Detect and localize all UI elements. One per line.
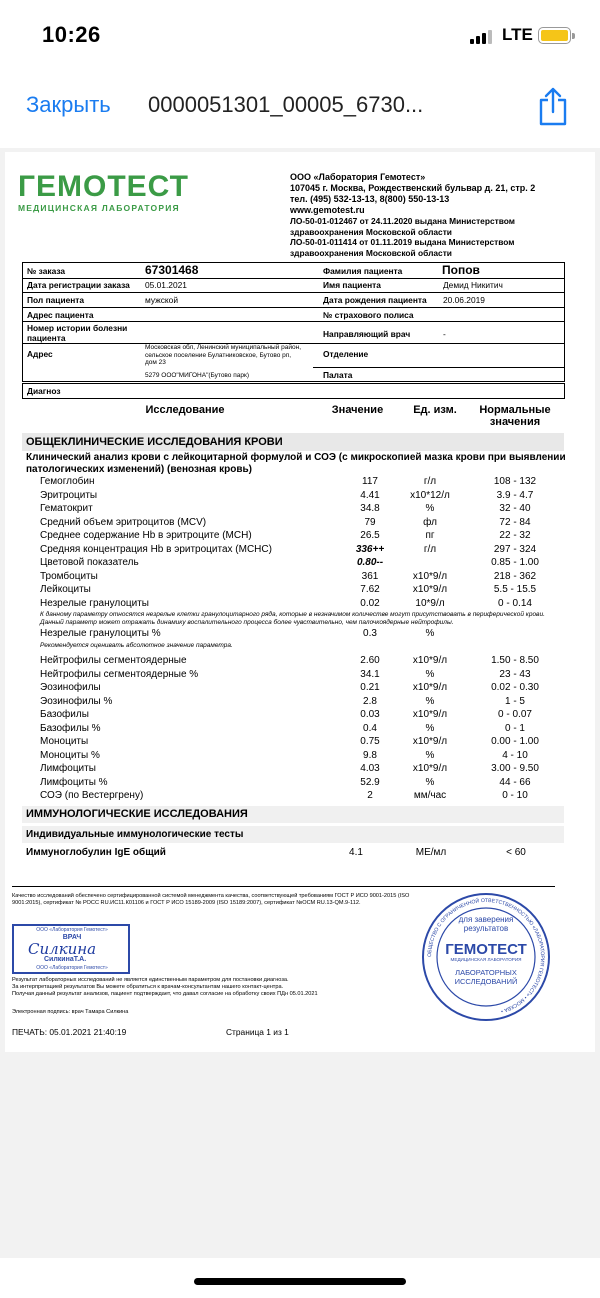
header-norm <box>475 404 555 428</box>
reg-date-value: 05.01.2021 <box>145 280 187 290</box>
result-unit: % <box>425 628 435 639</box>
dob-value: 20.06.2019 <box>443 295 485 305</box>
header-unit: Ед. изм. <box>413 404 457 416</box>
patient-table <box>22 262 565 382</box>
address-line: дом 23 <box>145 359 166 366</box>
result-norm: 0 - 1 <box>504 722 525 734</box>
result-value: 4.03 <box>360 763 380 774</box>
result-value: 26.5 <box>360 530 380 541</box>
result-name: Моноциты <box>40 736 89 747</box>
address-line: Московская обл, Ленинский муниципальный район, <box>145 344 301 351</box>
ward-label: Палата <box>323 370 353 380</box>
stamp-brand-sub: МЕДИЦИНСКАЯ ЛАБОРАТОРИЯ <box>450 957 522 962</box>
stamp-brand: ГЕМОТЕСТ <box>445 941 527 958</box>
group-immuno-title: Индивидуальные иммунологические тесты <box>22 826 564 843</box>
result-row <box>40 557 565 570</box>
result-name: Гематокрит <box>40 503 93 514</box>
result-unit: пг <box>425 530 435 541</box>
esign-text: Электронная подпись: врач Тамара Силкина <box>12 1009 129 1015</box>
network-label: LTE <box>502 25 533 44</box>
stamp-top-text-2: результатов <box>463 924 509 933</box>
result-value: 52.9 <box>360 776 380 788</box>
result-unit: % <box>425 776 435 788</box>
result-value: 2 <box>367 790 373 801</box>
result-name: Незрелые гранулоциты % <box>40 628 161 639</box>
status-bar <box>0 0 600 70</box>
result-norm: 3.00 - 9.50 <box>491 763 539 774</box>
share-icon[interactable] <box>536 86 570 126</box>
page-number: Страница 1 из 1 <box>226 1027 289 1037</box>
result-row <box>40 736 565 749</box>
address-value <box>145 344 301 367</box>
lab-info-line: тел. (495) 532-13-13, 8(800) 550-13-13 <box>290 194 450 204</box>
surname-label: Фамилия пациента <box>323 266 403 276</box>
history-label-line: Номер истории болезни <box>27 323 128 333</box>
result-value: 0.80-- <box>356 557 384 568</box>
result-norm: 4 - 10 <box>502 749 528 761</box>
stamp-line: ООО «Лаборатория Гемотест» <box>36 965 108 971</box>
license-line: здравоохранения Московской области <box>290 226 452 237</box>
result-row <box>40 530 565 543</box>
result-norm: 218 - 362 <box>493 570 537 582</box>
disclaimer-line: Получая данный результат анализов, пациент подтверждает, что давал согласие на обработку своих ПДн 05.01.2021 <box>12 990 318 997</box>
result-row <box>40 476 565 489</box>
round-stamp <box>421 892 551 1022</box>
result-row <box>40 763 565 776</box>
result-norm: 72 - 84 <box>499 516 531 528</box>
result-value: 2.8 <box>363 695 377 707</box>
result-value: 0.02 <box>360 597 380 609</box>
result-name: Эозинофилы % <box>40 695 113 707</box>
print-date: ПЕЧАТЬ: 05.01.2021 21:40:19 <box>12 1027 127 1037</box>
result-unit: % <box>425 503 435 514</box>
result-value: 4.41 <box>360 489 380 501</box>
result-value: 34.1 <box>360 668 380 680</box>
license-line: здравоохранения Московской области <box>290 247 452 258</box>
stamp-line: ООО «Лаборатория Гемотест» <box>36 927 108 933</box>
result-value: 0.21 <box>360 682 380 693</box>
result-name: Лимфоциты % <box>40 776 108 788</box>
dob-label: Дата рождения пациента <box>323 295 427 305</box>
result-norm: 0 - 0.14 <box>498 597 532 609</box>
close-button[interactable]: Закрыть <box>26 92 111 117</box>
result-norm: 297 - 324 <box>493 543 537 555</box>
result-value: 2.60 <box>360 655 380 666</box>
diagnosis-label: Диагноз <box>27 386 61 396</box>
surname-value: Попов <box>442 263 480 277</box>
document-title: 0000051301_00005_6730... <box>148 92 424 117</box>
history-label <box>27 323 127 343</box>
result-value: 0.3 <box>363 628 377 639</box>
result-norm: 0.00 - 1.00 <box>491 736 539 747</box>
logo-subtitle: МЕДИЦИНСКАЯ ЛАБОРАТОРИЯ <box>18 203 180 213</box>
result-name: Лимфоциты <box>40 763 96 774</box>
result-row <box>40 598 565 611</box>
lab-info <box>290 172 570 258</box>
result-unit: г/л <box>423 476 437 487</box>
result-norm: 1 - 5 <box>504 695 525 707</box>
battery-icon <box>538 27 571 44</box>
result-value: 336++ <box>355 543 385 555</box>
result-norm: 0 - 0.07 <box>498 709 532 720</box>
lab-info-line: www.gemotest.ru <box>290 205 365 215</box>
doctor-label: Направляющий врач <box>323 329 411 339</box>
result-unit: фл <box>423 516 437 528</box>
result-row <box>40 777 565 790</box>
result-name: Тромбоциты <box>40 570 98 582</box>
result-value: 9.8 <box>363 749 377 761</box>
result-row <box>40 709 565 722</box>
order-value: 67301468 <box>145 263 199 277</box>
result-norm: 44 - 66 <box>499 776 531 788</box>
result-name: Незрелые гранулоциты <box>40 597 149 609</box>
result-row <box>40 696 565 709</box>
result-unit: МЕ/мл <box>415 847 447 858</box>
result-name: Среднее содержание Hb в эритроците (MCH) <box>40 530 252 541</box>
stamp-line-a: ЛАБОРАТОРНЫХ <box>455 968 517 977</box>
history-label-line: пациента <box>27 333 66 343</box>
disclaimer-line: Результат лабораторных исследований не является единственным параметром для постановки диагноза. <box>12 977 289 983</box>
result-norm: 22 - 32 <box>499 530 531 541</box>
result-unit: % <box>425 695 435 707</box>
result-name: Цветовой показатель <box>40 557 139 568</box>
result-name: Средний объем эритроцитов (MCV) <box>40 516 207 528</box>
address-label: Адрес <box>27 349 53 359</box>
result-unit: x10*9/л <box>412 655 448 666</box>
stamp-title: ВРАЧ <box>62 934 82 941</box>
result-norm: 0.85 - 1.00 <box>491 557 539 568</box>
immature-note: К данному параметру относятся незрелые клетки гранулоцитарного ряда, которые в незначимом количестве могут присутствовать в периферической крови. Данный параметр может отражать динамику воспалительного процесса более чувствительно, чем палочкоядерные нейтрофилы. <box>40 611 545 626</box>
result-unit: x10*9/л <box>412 570 448 582</box>
result-unit: x10*9/л <box>412 709 448 720</box>
stamp-top-text: для заверения <box>458 915 514 924</box>
insurance-label: № страхового полиса <box>323 310 414 320</box>
stamp-line-b: ИССЛЕДОВАНИЙ <box>454 977 518 986</box>
result-name: Эритроциты <box>40 489 98 501</box>
result-row <box>40 790 565 803</box>
name-label: Имя пациента <box>323 280 381 290</box>
home-indicator[interactable] <box>194 1278 406 1285</box>
result-unit: % <box>425 722 435 734</box>
result-unit: г/л <box>423 543 437 555</box>
result-name: Лейкоциты <box>40 584 91 595</box>
result-norm: 5.5 - 15.5 <box>493 584 537 595</box>
stamp-ring-text: ОБЩЕСТВО С ОГРАНИЧЕННОЙ ОТВЕТСТВЕННОСТЬЮ «ЛАБОРАТОРИЯ ГЕМОТЕСТ» • МОСКВА • <box>426 897 546 1014</box>
lab-info-line: ООО «Лаборатория Гемотест» <box>290 172 426 182</box>
result-row <box>40 669 565 682</box>
result-row <box>40 490 565 503</box>
result-name: Эозинофилы <box>40 682 101 693</box>
result-name: Базофилы <box>40 709 89 720</box>
name-value: Демид Никитич <box>443 280 503 290</box>
result-row <box>40 723 565 736</box>
doctor-stamp <box>12 924 130 974</box>
result-unit: x10*9/л <box>412 763 448 774</box>
result-name: Средняя концентрация Hb в эритроцитах (MCHC) <box>40 543 272 555</box>
result-unit: % <box>425 749 435 761</box>
result-name: Иммуноглобулин IgE общий <box>26 847 166 858</box>
recommend-note: Рекомендуется оценивать абсолютное значение параметра. <box>40 642 233 649</box>
result-norm: 0 - 10 <box>502 790 528 801</box>
result-row <box>40 682 565 695</box>
result-value: 7.62 <box>360 584 380 595</box>
result-row <box>40 584 565 597</box>
lab-logo <box>18 172 189 213</box>
result-unit: x10*12/л <box>410 489 450 501</box>
result-norm: 108 - 132 <box>493 476 537 487</box>
signal-icon <box>470 28 494 44</box>
result-name: Моноциты % <box>40 749 100 761</box>
diagnosis-box <box>22 383 565 399</box>
result-name: Нейтрофилы сегментоядерные % <box>40 668 199 680</box>
group-blood-title: Клинический анализ крови с лейкоцитарной формулой и СОЭ (с микроскопией мазка крови при выявлении патологических изменений) (венозная кровь) <box>26 452 566 475</box>
result-value: 361 <box>361 570 379 582</box>
logo-text: ГЕМОТЕСТ <box>18 170 189 203</box>
patient-address-label: Адрес пациента <box>27 310 94 320</box>
department-label: Отделение <box>323 349 369 359</box>
result-name: Базофилы % <box>40 722 101 734</box>
result-norm: < 60 <box>506 847 526 858</box>
result-value: 0.4 <box>363 722 377 734</box>
stamp-name: СилкинаТ.А. <box>44 956 87 963</box>
result-value: 34.8 <box>360 503 380 514</box>
round-stamp-graphic <box>421 892 551 1022</box>
result-row <box>40 503 565 516</box>
doctor-value: - <box>443 329 446 339</box>
header-norm-line: значения <box>489 416 541 428</box>
result-value: 4.1 <box>349 847 363 858</box>
result-name: Гемоглобин <box>40 476 95 487</box>
result-norm: 3.9 - 4.7 <box>496 489 534 501</box>
result-row <box>40 655 565 668</box>
result-unit: x10*9/л <box>412 584 448 595</box>
license-line: ЛО-50-01-012467 от 24.11.2020 выдана Министерством <box>290 216 515 226</box>
sex-label: Пол пациента <box>27 295 85 305</box>
section-blood-title: ОБЩЕКЛИНИЧЕСКИЕ ИССЛЕДОВАНИЯ КРОВИ <box>22 433 564 451</box>
result-value: 0.75 <box>360 736 380 747</box>
result-unit: мм/час <box>413 790 447 801</box>
clock: 10:26 <box>42 22 101 47</box>
address-line: сельское поселение Булатниковское, Бутово рп, <box>145 351 292 359</box>
result-unit: x10*9/л <box>412 682 448 693</box>
header-value: Значение <box>331 404 384 416</box>
result-unit: % <box>425 668 435 680</box>
section-immuno-title: ИММУНОЛОГИЧЕСКИЕ ИССЛЕДОВАНИЯ <box>22 806 564 823</box>
result-value: 0.03 <box>360 709 380 720</box>
disclaimer-text <box>12 977 412 997</box>
lab-info-line: 107045 г. Москва, Рождественский бульвар д. 21, стр. 2 <box>290 183 536 193</box>
result-value: 79 <box>364 516 376 528</box>
result-row <box>40 544 565 557</box>
quality-text: Качество исследований обеспечено сертифицированной системой менеджмента качества, соответствующей требованиям ГОСТ Р ИСО 9001-2015 (ISO 9001:2015), сертификат № РОСС RU.ИС11.К01106 и ГОСТ Р ИСО 15189-2009 (ISO 15189:2007), сертификат №ОСМ RU.13-QM.9-112. <box>12 893 410 906</box>
result-norm: 0.02 - 0.30 <box>491 682 539 693</box>
footer-divider <box>12 886 555 887</box>
sex-value: мужской <box>145 295 179 305</box>
result-norm: 23 - 43 <box>499 668 531 680</box>
disclaimer-line: За интерпретацией результатов Вы можете обратиться к врачам-консультантам нашего контакт-центра. <box>12 983 284 990</box>
header-norm-line: Нормальные <box>479 404 551 416</box>
license-line: ЛО-50-01-011414 от 01.11.2019 выдана Министерством <box>290 237 515 247</box>
result-unit: 10*9/л <box>415 597 445 609</box>
result-norm: 32 - 40 <box>499 503 531 514</box>
result-row <box>40 571 565 584</box>
result-row <box>40 517 565 530</box>
result-row <box>40 628 565 641</box>
result-name: Нейтрофилы сегментоядерные <box>40 655 187 666</box>
office-value: 5279 ООО"МИГОНА"(Бутово парк) <box>145 372 249 379</box>
order-label: № заказа <box>27 266 66 276</box>
result-row <box>26 847 551 860</box>
result-value: 117 <box>362 476 378 487</box>
result-row <box>40 750 565 763</box>
header-study: Исследование <box>145 404 225 416</box>
result-unit: x10*9/л <box>412 736 448 747</box>
result-norm: 1.50 - 8.50 <box>491 655 539 666</box>
result-name: СОЭ (по Вестергрену) <box>40 790 144 801</box>
reg-date-label: Дата регистрации заказа <box>27 280 130 290</box>
doctor-signature: Силкина <box>28 940 97 958</box>
